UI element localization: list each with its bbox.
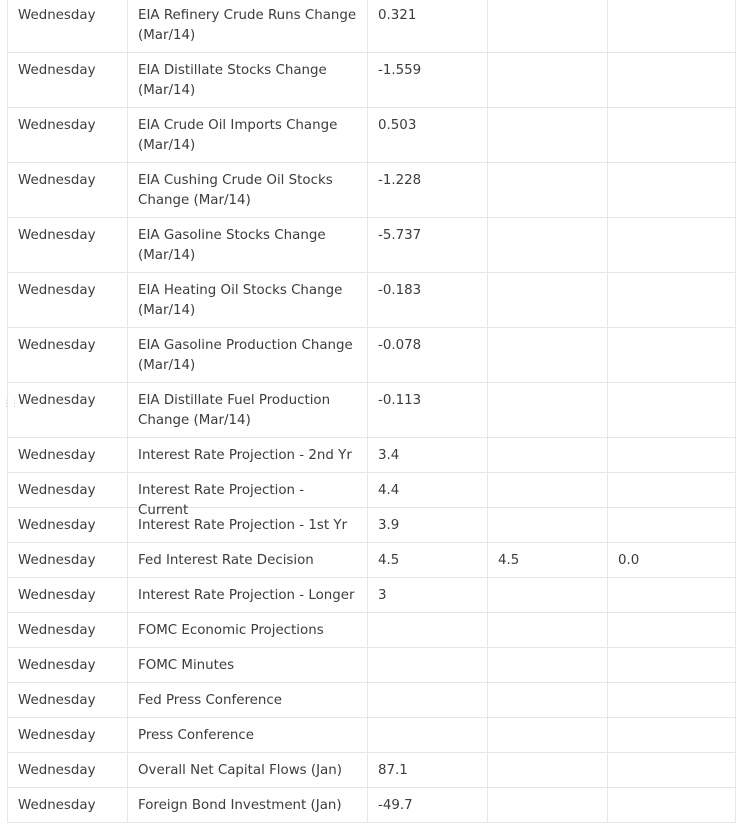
forecast-cell	[488, 788, 608, 822]
event-cell: Foreign Bond Investment (Jan)	[128, 788, 368, 822]
table-row	[8, 0, 736, 53]
previous-cell	[608, 473, 736, 507]
day-cell: Wednesday	[8, 0, 128, 52]
day-cell: Wednesday	[8, 753, 128, 787]
forecast-cell	[488, 0, 608, 52]
actual-cell: -5.737	[368, 218, 488, 272]
day-cell: Wednesday	[8, 108, 128, 162]
actual-cell: 87.1	[368, 753, 488, 787]
economic-calendar-table	[7, 0, 736, 823]
event-cell: Interest Rate Projection - 1st Yr	[128, 508, 368, 542]
forecast-cell	[488, 108, 608, 162]
table-row	[8, 683, 736, 718]
previous-cell	[608, 438, 736, 472]
actual-cell	[368, 613, 488, 647]
actual-cell: -0.078	[368, 328, 488, 382]
event-cell: Interest Rate Projection - Longer	[128, 578, 368, 612]
previous-cell	[608, 578, 736, 612]
actual-cell	[368, 648, 488, 682]
previous-cell	[608, 108, 736, 162]
previous-cell	[608, 0, 736, 52]
forecast-cell	[488, 613, 608, 647]
forecast-cell	[488, 718, 608, 752]
table-row	[8, 648, 736, 683]
table-row	[8, 108, 736, 163]
previous-cell	[608, 53, 736, 107]
previous-cell	[608, 273, 736, 327]
event-cell: FOMC Minutes	[128, 648, 368, 682]
day-cell: Wednesday	[8, 683, 128, 717]
previous-cell	[608, 328, 736, 382]
table-row	[8, 53, 736, 108]
actual-cell: 4.5	[368, 543, 488, 577]
forecast-cell	[488, 473, 608, 507]
actual-cell: -0.183	[368, 273, 488, 327]
day-cell: Wednesday	[8, 648, 128, 682]
forecast-cell	[488, 753, 608, 787]
day-cell: Wednesday	[8, 543, 128, 577]
day-cell: Wednesday	[8, 383, 128, 437]
event-cell: Interest Rate Projection - Current	[128, 473, 368, 507]
event-cell: Fed Press Conference	[128, 683, 368, 717]
event-cell: EIA Cushing Crude Oil Stocks Change (Mar/14)	[128, 163, 368, 217]
forecast-cell	[488, 328, 608, 382]
day-cell: Wednesday	[8, 328, 128, 382]
event-cell: EIA Distillate Stocks Change (Mar/14)	[128, 53, 368, 107]
forecast-cell	[488, 383, 608, 437]
day-cell: Wednesday	[8, 218, 128, 272]
day-cell: Wednesday	[8, 718, 128, 752]
day-cell: Wednesday	[8, 508, 128, 542]
table-row	[8, 218, 736, 273]
actual-cell: -49.7	[368, 788, 488, 822]
previous-cell: 0.0	[608, 543, 736, 577]
forecast-cell	[488, 683, 608, 717]
day-cell: Wednesday	[8, 473, 128, 507]
previous-cell	[608, 508, 736, 542]
forecast-cell	[488, 218, 608, 272]
table-row	[8, 613, 736, 648]
actual-cell: 3	[368, 578, 488, 612]
event-cell: Overall Net Capital Flows (Jan)	[128, 753, 368, 787]
event-cell: Interest Rate Projection - 2nd Yr	[128, 438, 368, 472]
actual-cell: 3.9	[368, 508, 488, 542]
day-cell: Wednesday	[8, 613, 128, 647]
table-row	[8, 508, 736, 543]
table-row	[8, 788, 736, 823]
day-cell: Wednesday	[8, 578, 128, 612]
table-row	[8, 718, 736, 753]
previous-cell	[608, 718, 736, 752]
forecast-cell: 4.5	[488, 543, 608, 577]
actual-cell: 4.4	[368, 473, 488, 507]
previous-cell	[608, 648, 736, 682]
event-cell: FOMC Economic Projections	[128, 613, 368, 647]
table-row	[8, 163, 736, 218]
table-row	[8, 383, 736, 438]
event-cell: EIA Heating Oil Stocks Change (Mar/14)	[128, 273, 368, 327]
actual-cell	[368, 718, 488, 752]
event-cell: Press Conference	[128, 718, 368, 752]
forecast-cell	[488, 273, 608, 327]
day-cell: Wednesday	[8, 788, 128, 822]
day-cell: Wednesday	[8, 438, 128, 472]
actual-cell: -0.113	[368, 383, 488, 437]
forecast-cell	[488, 163, 608, 217]
previous-cell	[608, 753, 736, 787]
forecast-cell	[488, 508, 608, 542]
previous-cell	[608, 683, 736, 717]
table-row	[8, 578, 736, 613]
table-row	[8, 273, 736, 328]
table-row	[8, 438, 736, 473]
previous-cell	[608, 788, 736, 822]
actual-cell: 0.321	[368, 0, 488, 52]
previous-cell	[608, 163, 736, 217]
previous-cell	[608, 218, 736, 272]
forecast-cell	[488, 578, 608, 612]
forecast-cell	[488, 648, 608, 682]
event-cell: EIA Crude Oil Imports Change (Mar/14)	[128, 108, 368, 162]
forecast-cell	[488, 438, 608, 472]
forecast-cell	[488, 53, 608, 107]
drag-handle-icon[interactable]: ⋮⋮	[2, 399, 18, 409]
actual-cell: -1.559	[368, 53, 488, 107]
actual-cell	[368, 683, 488, 717]
table-row	[8, 473, 736, 518]
event-cell: EIA Distillate Fuel Production Change (Mar/14)	[128, 383, 368, 437]
table-row	[8, 753, 736, 788]
table-row	[8, 328, 736, 383]
actual-cell: 0.503	[368, 108, 488, 162]
event-cell: Fed Interest Rate Decision	[128, 543, 368, 577]
previous-cell	[608, 383, 736, 437]
day-cell: Wednesday	[8, 273, 128, 327]
actual-cell: 3.4	[368, 438, 488, 472]
previous-cell	[608, 613, 736, 647]
event-cell: EIA Gasoline Stocks Change (Mar/14)	[128, 218, 368, 272]
event-cell: EIA Refinery Crude Runs Change (Mar/14)	[128, 0, 368, 52]
event-cell: EIA Gasoline Production Change (Mar/14)	[128, 328, 368, 382]
actual-cell: -1.228	[368, 163, 488, 217]
table-row	[8, 543, 736, 578]
day-cell: Wednesday	[8, 53, 128, 107]
day-cell: Wednesday	[8, 163, 128, 217]
